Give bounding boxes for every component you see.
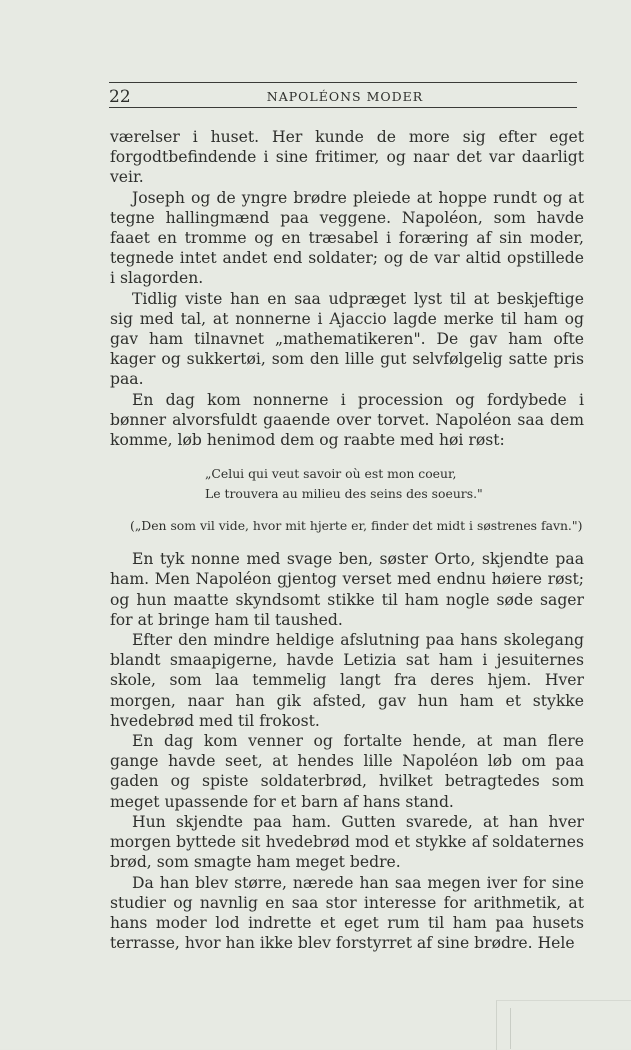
- paragraph-continued: værelser i huset. Her kunde de more sig efter eget forgodtbefindende i sine fritimer, og naar det var daarligt veir.: [110, 128, 584, 187]
- paragraph: En dag kom venner og fortalte hende, at man flere gange havde seet, at hendes lille Napoléon løb om paa gaden og spiste soldaterbrød, hvilket betragtedes som meget upassende for et barn af hans stand.: [110, 732, 584, 811]
- header-rule-bottom: [109, 107, 577, 108]
- page-edge-shadow: [496, 1000, 631, 1050]
- paragraph: Da han blev større, nærede han saa megen iver for sine studier og navnlig en saa stor interesse for arithmetik, at hans moder lod indrette et eget rum til ham paa husets terrasse, hvor han ikke blev forstyrret af sine brødre. Hele: [110, 873, 584, 953]
- paragraph: Joseph og de yngre brødre pleiede at hoppe rundt og at tegne hallingmænd paa veggene. Napoléon, som havde faaet en tromme og en træsabel i foræring af sin moder, tegnede intet andet end soldater; og de var altid opstillede i slagorden.: [110, 188, 584, 288]
- paragraph: Efter den mindre heldige afslutning paa hans skolegang blandt smaapigerne, havde Letizia sat ham i jesuiternes skole, som laa temmelig langt fra deres hjem. Hver morgen, naar han gik afsted, gav hun ham et stykke hvedebrød med til frokost.: [110, 631, 584, 730]
- verse-quote: [205, 464, 584, 504]
- page-edge-line: [510, 1008, 511, 1049]
- paragraph: Hun skjendte paa ham. Gutten svarede, at han hver morgen byttede sit hvedebrød mod et stykke af soldaternes brød, som smagte ham meget bedre.: [110, 812, 584, 872]
- paragraph: En dag kom nonnerne i procession og fordybede i bønner alvorsfuldt gaaende over torvet. Napoléon saa dem komme, løb henimod dem og raabte med høi røst:: [110, 390, 584, 450]
- running-title: NAPOLÉONS MODER: [266, 89, 424, 104]
- header-rule-top: [109, 82, 577, 83]
- verse-translation: („Den som vil vide, hvor mit hjerte er, finder det midt i søstrenes favn."): [130, 518, 583, 534]
- verse-line-2: Le trouvera au milieu des seins des soeurs.": [205, 486, 483, 502]
- body-text: [110, 127, 584, 953]
- paragraph: En tyk nonne med svage ben, søster Orto, skjendte paa ham. Men Napoléon gjentog verset med endnu høiere røst; og hun maatte skyndsomt stikke til ham nogle søde sager for at bringe ham til taushed.: [110, 550, 584, 629]
- paragraph: Tidlig viste han en saa udpræget lyst til at beskjeftige sig med tal, at nonnerne i Ajaccio lagde merke til ham og gav ham tilnavnet „mathematikeren". De gav ham ofte kager og sukkertøi, som den lille gut selvfølgelig satte pris paa.: [110, 289, 584, 389]
- verse-line-1: „Celui qui veut savoir où est mon coeur,: [205, 466, 457, 482]
- page-number: 22: [109, 87, 131, 107]
